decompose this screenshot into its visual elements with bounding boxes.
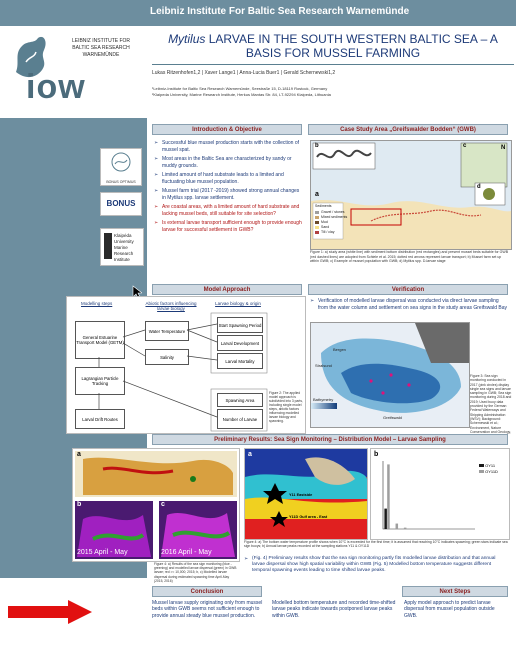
title-divider <box>152 64 514 65</box>
legend-swatch-1 <box>479 464 484 467</box>
conclusion-col1: Mussel larvae supply originating only from mussel beds within GWB seems not sufficient enough to provide annual steady blue mussel production. <box>152 600 263 619</box>
intro-bullet-2: ➢ Most areas in the Baltic Sea are characterized by sandy or muddy grounds. <box>154 156 302 169</box>
inst-line3: WARNEMÜNDE <box>82 52 120 58</box>
larvae-number-box: Number of Larvae <box>217 409 263 429</box>
legend-5: Till / clay <box>321 230 335 234</box>
label-2015: 2015 April - May <box>77 549 128 556</box>
affil-2: ²Klaipeda University, Marine Research Institute, Herkus Mantas Str. 84, LT-92294 Klaipeda, Lithuania <box>152 92 331 97</box>
verification-text: ➢ Verification of modelled larvae dispersal was conducted via direct larvae sampling from the water column and settlement on sea signs in the study areas Greifswald Bay <box>310 298 508 311</box>
bonus-optimus-logo <box>100 148 142 186</box>
chart-axes <box>383 461 475 529</box>
development-box: Larval Development <box>217 335 263 351</box>
legend-4: Sand <box>321 225 330 229</box>
map-a-label: a <box>77 451 81 458</box>
intro-bullet-1: ➢ Successful blue mussel production starts with the collection of mussel spat. <box>154 140 302 153</box>
model-heading: Model Approach <box>152 284 302 295</box>
conclusion-col2: Modelled bottom temperature and recorded time-shifted larvae peaks indicate towards postponed larvae peaks within GWB. <box>272 600 396 619</box>
fig-a-label: a <box>248 451 252 458</box>
salinity-box: Salinity <box>145 349 189 365</box>
poster-title <box>152 32 514 60</box>
bar-OY11D-0 <box>387 464 390 529</box>
intro-bullet-3: ➢ Limited amount of hard substrate leads to a limited and fluctuating blue mussel population. <box>154 172 302 185</box>
prelim-heading: Preliminary Results: Sea Sign Monitoring – Distribution Model – Larvae Sampling <box>152 434 508 445</box>
marker-2-label: Y11D Gulf area - East <box>289 515 328 519</box>
next-steps-heading: Next Steps <box>402 586 508 597</box>
legend-1: Gravel / stones <box>321 210 345 214</box>
label-2016: 2016 April - May <box>161 549 212 556</box>
affiliations <box>152 86 331 98</box>
marker-1-label: Y11 Eastside <box>289 493 313 497</box>
klaipeda-text <box>114 233 143 263</box>
authors: Lukas Ritzenhofen1,2 | Xaver Lange1 | Anna-Lucia Buer1 | Gerald Schernewski1,2 <box>152 70 336 76</box>
affil-1: ¹Leibniz-Institute for Baltic Sea Research Warnemünde, Seestraße 15, D-18119 Rostock, Germany <box>152 86 328 91</box>
institute-name: Leibniz Institute For Baltic Sea Research Warnemünde <box>150 6 410 17</box>
map-c-label: c <box>161 501 165 508</box>
stralsund-label: Stralsund <box>315 363 332 368</box>
optimus-label: BONUS OPTIMUS <box>106 180 136 184</box>
legend-3: Mud <box>321 220 328 224</box>
prelim-text <box>244 556 508 577</box>
verification-body <box>310 298 508 314</box>
label-a: a <box>315 191 319 198</box>
klaipeda-l4: Institute <box>114 257 130 262</box>
klaipeda-l1: Klaipėda <box>114 233 132 238</box>
mortality-box: Larval Mortality <box>217 353 263 369</box>
red-arrow-svg <box>8 600 92 624</box>
verification-map <box>310 322 470 428</box>
lagrangian-box: Lagrangian Particle Tracking <box>75 367 125 395</box>
drift-box: Larval Drift Routes <box>75 409 125 429</box>
title-rest: LARVAE IN THE SOUTH WESTERN BALTIC SEA – A BASIS FOR MUSSEL FARMING <box>205 32 498 60</box>
next-steps-text: Apply model approach to predict larvae dispersal from mussel population outside GWB. <box>404 600 495 619</box>
getm-box: General Estuarine Transport Model (GETM) <box>75 321 125 359</box>
red-arrow-icon <box>8 600 92 624</box>
prelim-caption-right: Figure 4: a) The bottom water temperature profile shows when 10°C is exceeded for the first time; it is assumed that reaching 10°C indicates spawning; green stars indicate sea sign buoys; b) Annual larvae peaks recorded at the sampling stations Y11 & OY11D <box>244 540 508 549</box>
bar-OY11D-1 <box>396 524 399 529</box>
conclusion-heading: Conclusion <box>152 586 262 597</box>
title-italic: Mytilus <box>168 32 206 46</box>
col1-title: Modelling steps <box>81 301 113 306</box>
model-caption: Figure 2: The applied model approach is subdivided into 3 parts, including single model steps, abiotic factors influencing modelled larvae biology and spawning. <box>269 391 303 423</box>
col3-title: Larvae biology & origin <box>215 301 261 306</box>
map-b-label: b <box>77 501 82 508</box>
klaipeda-emblem-icon <box>104 233 112 259</box>
optimus-circle-icon <box>101 149 141 175</box>
klaipeda-l2: University <box>114 239 134 244</box>
legend-series-1 <box>479 463 495 468</box>
prelim-caption-left: Figure 4: a) Results of the sea sign monitoring (blue - greening) and modelled larvae dispersal (green) in GWB larvae; red >= 10,000; 2015; b, c) Modelled larvae dispersal during estimated spawning time April-May (2015, 2016) <box>154 562 237 583</box>
legend-title: Sediments <box>315 204 332 208</box>
bar-OY11-0 <box>384 509 387 529</box>
prelim-maps-svg <box>73 449 239 561</box>
klaipeda-logo <box>100 228 144 266</box>
north-label: N <box>501 145 506 151</box>
intro-body <box>154 140 302 236</box>
water-temp-box: Water Temperature <box>145 321 189 341</box>
iow-wordmark: iow <box>26 68 86 106</box>
verification-caption: Figure 3: Sea sign monitoring conducted in 2017 (pink circles) display single sea signs and larvae sampling in GWB; Sea sign monitoring during 2018 and 2019; Used buoy data provided by the German Federal Waterways and Shipping Administration (WSV); Background: Schernewski et al.; Environment, Nature Conservation and Geology, <box>470 374 512 434</box>
verification-heading: Verification <box>308 284 508 295</box>
case-caption: Figure 1: a) study area (white line) with sediment bottom distribution (red rectangles) and present mussel beds suitable for GWB (red dashed lines) are adopted from Schiele et al. 2015; dotted red arrows represent larvae transport; b) Mussel farm set up within GWB; c) Example of mussel population with GWB; d) Mytilus spp. D-larvae stage <box>310 250 509 263</box>
intro-question-1: ➢ Are coastal areas, with a limited amount of hard substrate and lacking mussel beds, still suitable for site selection? <box>154 204 302 217</box>
case-map-svg <box>311 141 511 249</box>
intro-bullet-4: ➢ Mussel farm trial (2017 -2019) showed strong annual changes in Mytilus spp. larvae settlement. <box>154 188 302 201</box>
fig-b-label: b <box>374 451 379 458</box>
inst-line2: BALTIC SEA RESEARCH <box>72 45 130 51</box>
temperature-map <box>244 448 368 540</box>
verification-map-svg <box>311 323 469 427</box>
intro-heading: Introduction & Objective <box>152 124 302 135</box>
case-heading: Case Study Area „Greifswalder Bodden“ (GWB) <box>308 124 508 135</box>
legend-2: Mixed sediments <box>321 215 348 219</box>
col2-title: Abiotic factors influencing larvae biology <box>145 301 197 311</box>
legend-name-2: OY11D <box>485 469 498 474</box>
prelim-maps <box>72 448 240 562</box>
case-map <box>310 140 512 250</box>
klaipeda-l3: Marine Research <box>114 245 134 256</box>
label-b: b <box>315 143 319 149</box>
label-d: d <box>477 184 481 190</box>
intro-question-2: ➢ Is external larvae transport sufficient enough to provide enough larvae for successful settlement in GWB? <box>154 220 302 233</box>
bar-OY11D-2 <box>404 528 407 529</box>
bonus-label: BONUS <box>106 199 136 208</box>
bathymetry-label: Bathymetry <box>313 397 334 402</box>
legend-series-2 <box>479 469 498 474</box>
model-diagram <box>66 296 306 434</box>
spawning-area-box: Spawning Area <box>217 393 263 407</box>
greifswald-label: Greifswald <box>383 415 402 420</box>
legend-name-1: OY11 <box>485 463 496 468</box>
legend-swatch-2 <box>479 470 484 473</box>
prelim-bullet: ➢ (Fig. 4) Preliminary results show that the sea sign monitoring partly fits modelled larvae distribution and that annual larvae dispersal show high spatial variability within GWB (Fig. 5) Modelled bottom temperature suggests different temporal spawning events leading to time shifted larvae peaks. <box>244 556 508 574</box>
bonus-logo <box>100 192 142 216</box>
inst-line1: LEIBNIZ INSTITUTE FOR <box>71 38 131 44</box>
larvae-chart <box>370 448 510 540</box>
spawn-start-box: Start Spawning Period <box>217 317 263 333</box>
bergen-label: Bergen <box>333 347 346 352</box>
label-c: c <box>463 143 467 149</box>
